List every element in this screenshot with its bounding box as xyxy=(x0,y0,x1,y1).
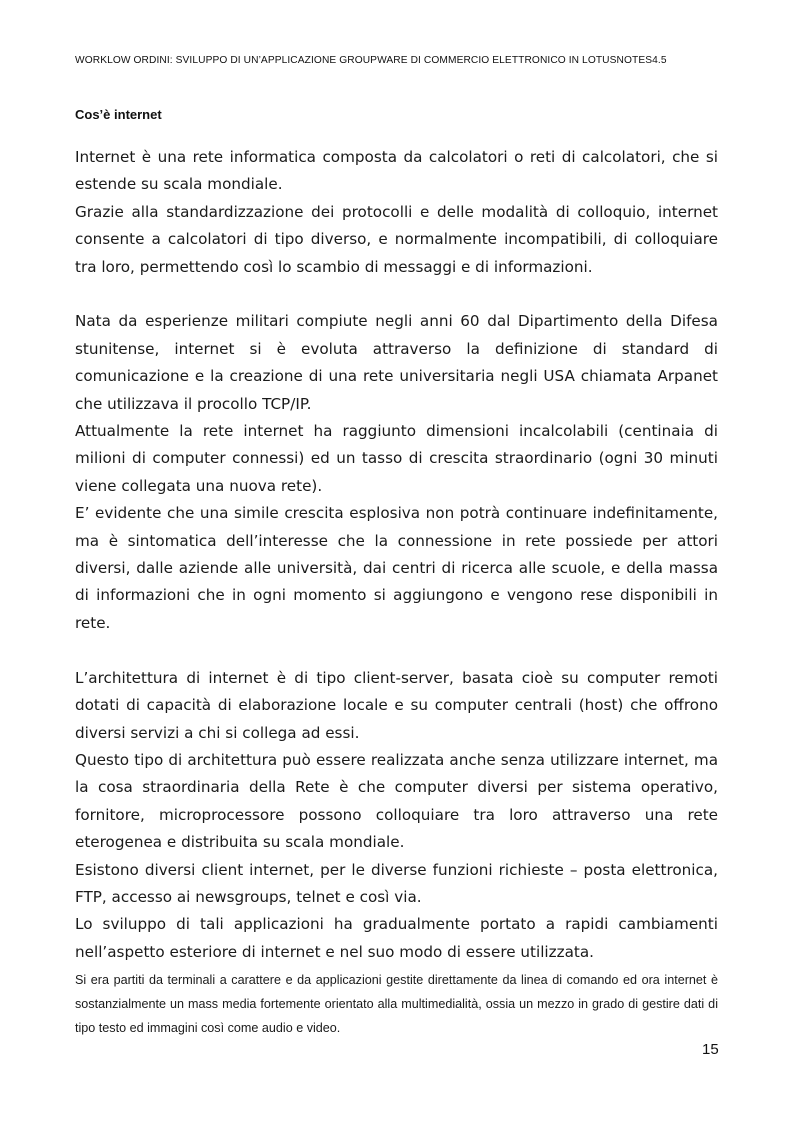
paragraph: Grazie alla standardizzazione dei protocolli e delle modalità di colloquio, internet consente a calcolatori di tipo diverso, e normalmente incompatibili, di colloquiare tra loro, permettendo così lo scambio di messaggi e di informazioni. xyxy=(75,202,718,276)
paragraph: Nata da esperienze militari compiute negli anni 60 dal Dipartimento della Difesa stunitense, internet si è evoluta attraverso la definizione di standard di comunicazione e la creazione di una rete universitaria negli USA chiamata Arpanet che utilizzava il procollo TCP/IP. xyxy=(75,312,718,413)
paragraph: Esistono diversi client internet, per le diverse funzioni richieste – posta elettronica, FTP, accesso ai newsgroups, telnet e così via. xyxy=(75,860,718,906)
paragraph-small: Si era partiti da terminali a carattere e da applicazioni gestite direttamente da linea di comando ed ora internet è sostanzialmente un mass media fortemente orientato alla multimedialità, ossia un mezzo in grado di gestire dati di tipo testo ed immagini così come audio e video. xyxy=(75,973,718,1036)
paragraph: Lo sviluppo di tali applicazioni ha gradualmente portato a rapidi cambiamenti nell’aspetto esteriore di internet e nel suo modo di essere utilizzata. xyxy=(75,915,718,961)
running-header: WORKLOW ORDINI: SVILUPPO DI UN’APPLICAZIONE GROUPWARE DI COMMERCIO ELETTRONICO IN LOTUSNOTES4.5 xyxy=(75,55,667,66)
section-title: Cos’è internet xyxy=(75,107,162,122)
paragraph: Internet è una rete informatica composta da calcolatori o reti di calcolatori, che si estende su scala mondiale. xyxy=(75,148,718,194)
page-number: 15 xyxy=(702,1041,719,1058)
paragraph: Questo tipo di architettura può essere realizzata anche senza utilizzare internet, ma la cosa straordinaria della Rete è che computer diversi per sistema operativo, fornitore, microprocessore possono colloquiare tra loro attraverso una rete eterogenea e distribuita su scala mondiale. xyxy=(75,750,718,852)
paragraph: Attualmente la rete internet ha raggiunto dimensioni incalcolabili (centinaia di milioni di computer connessi) ed un tasso di crescita straordinario (ogni 30 minuti viene collegata una nuova rete). xyxy=(75,422,718,495)
paragraph: E’ evidente che una simile crescita esplosiva non potrà continuare indefinitamente, ma è sintomatica dell’interesse che la connessione in rete possiede per attori diversi, dalle aziende alle università, dai centri di ricerca alle scuole, e della massa di informazioni che in ogni momento si aggiungono e vengono rese disponibili in rete. xyxy=(75,504,718,632)
body-text xyxy=(75,144,718,1040)
paragraph: L’architettura di internet è di tipo client-server, basata cioè su computer remoti dotati di capacità di elaborazione locale e su computer centrali (host) che offrono diversi servizi a chi si collega ad essi. xyxy=(75,668,718,742)
